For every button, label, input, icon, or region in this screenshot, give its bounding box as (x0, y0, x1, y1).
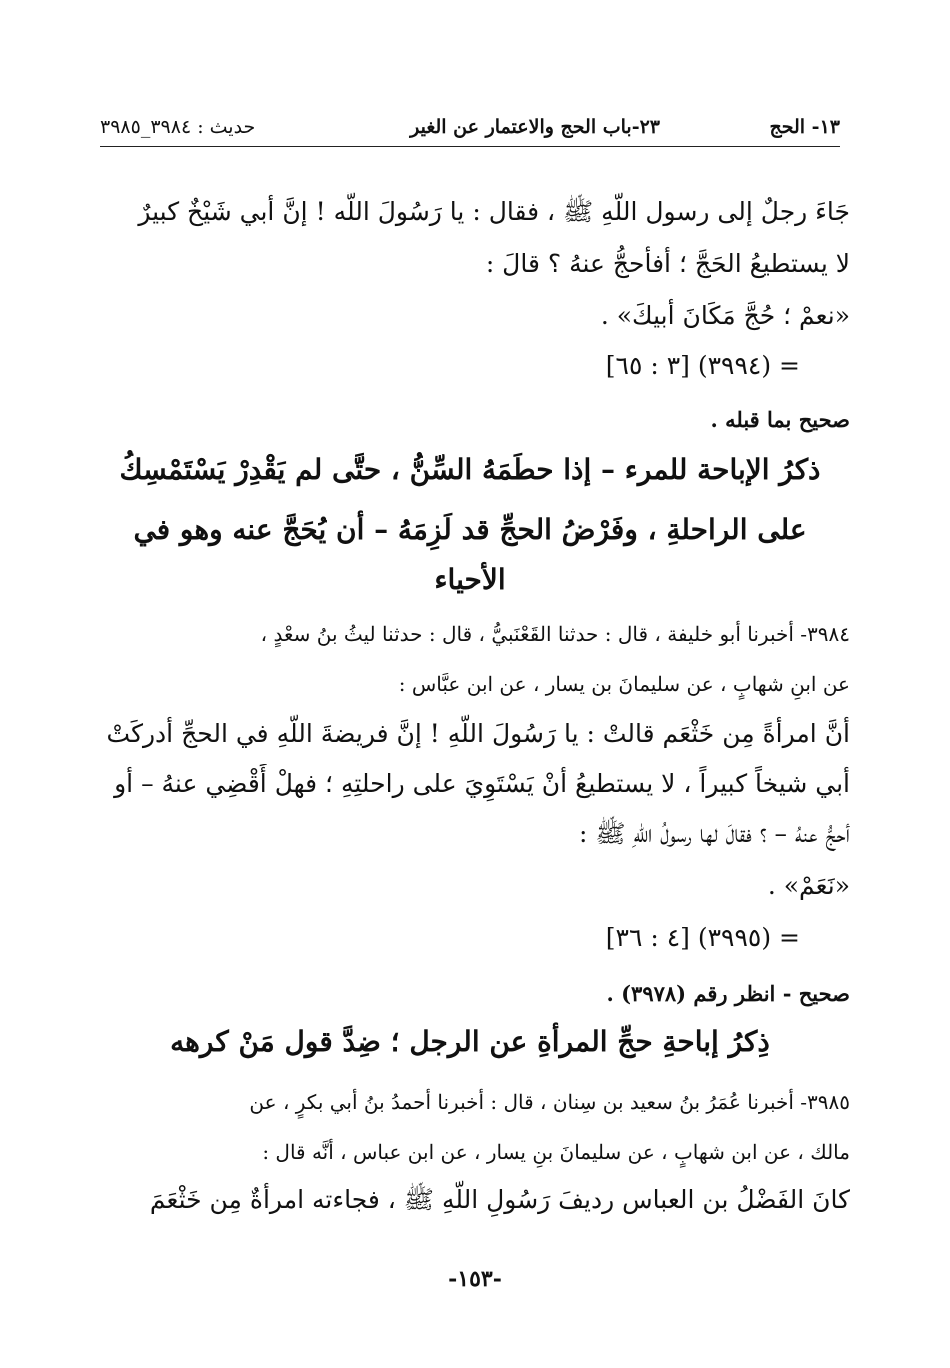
section-heading: على الراحلةِ ، وفَرْضُ الحجِّ قد لَزِمَهُ – أن يُحَجَّ عنه وهو في (133, 513, 807, 546)
text-line: كانَ الفَضْلُ بن العباس رديفَ رَسُولِ اللّهِ ﷺ ، فجاءته امرأةٌ مِن خَثْعَمَ (149, 1185, 850, 1214)
header-divider (100, 146, 840, 147)
text-line: «نَعَمْ» . (767, 871, 850, 900)
section-heading: الأحياء (434, 563, 506, 596)
section-heading: ذكرُ الإباحة للمرء – إذا حطَمَهُ السِّنُّ ، حتَّى لم يَقْدِرْ يَسْتَمْسِكُ (119, 453, 821, 486)
text-line: أحجُّ عنهُ – ؟ فقالَ لها رسولُ اللّهِ ﷺ : (578, 819, 850, 848)
isnad-line: مالك ، عن ابن شهابٍ ، عن سليمانَ بنِ يسار ، عن ابن عباس ، أنَّه قال : (262, 1140, 850, 1164)
running-header (100, 112, 840, 142)
text-line: «نعمْ ؛ حُجَّ مَكَانَ أبيكَ» . (600, 301, 850, 330)
header-book-title: ١٣- الحج (769, 116, 840, 138)
isnad-line: ٣٩٨٤- أخبرنا أبو خليفة ، قال : حدثنا القَعْنَبيُّ ، قال : حدثنا ليثُ بنُ سعْدٍ ، (260, 622, 850, 646)
isnad-line: ٣٩٨٥- أخبرنا عُمَرُ بنُ سعيد بن سِنان ، قال : أخبرنا أحمدُ بنُ أبي بكرٍ ، عن (249, 1090, 850, 1114)
reference-line: = (٣٩٩٥) [٤ : ٣٦] (605, 923, 800, 952)
text-line: جَاءَ رجلٌ إلى رسول اللّهِ ﷺ ، فقال : يا رَسُولَ اللَّه ! إنَّ أبي شَيْخٌ كبيرٌ (138, 197, 850, 226)
grading-line: صحيح بما قبله . (710, 407, 850, 432)
text-line: لا يستطيعُ الحَجَّ ؛ أفأحجُّ عنهُ ؟ قالَ : (485, 249, 850, 278)
text-line: أنَّ امرأةً مِن خَثْعَم قالتْ : يا رَسُولَ اللّهِ ! إنَّ فريضةَ اللّهِ في الحجِّ أدركَتْ (106, 719, 850, 748)
section-heading: ذِكرُ إباحةِ حجِّ المرأةِ عن الرجل ؛ ضِدَّ قول مَنْ كرهه (170, 1025, 770, 1058)
text-line: أبي شيخاً كبيراً ، لا يستطيعُ أنْ يَسْتَوِيَ على راحلتِهِ ؛ فهلْ أَقْضِي عنهُ – أو (114, 769, 850, 798)
reference-line: = (٣٩٩٤) [٣ : ٦٥] (605, 351, 800, 380)
isnad-line: عن ابنِ شهابٍ ، عن سليمانَ بن يسار ، عن ابن عبَّاس : (398, 672, 850, 696)
header-chapter-title: ٢٣-باب الحج والاعتمار عن الغير (410, 116, 660, 138)
header-hadith-range: حديث : ٣٩٨٤_٣٩٨٥ (100, 116, 256, 138)
page-number: -١٥٣- (448, 1266, 502, 1292)
grading-line: صحيح - انظر رقم (٣٩٧٨) . (606, 981, 850, 1006)
